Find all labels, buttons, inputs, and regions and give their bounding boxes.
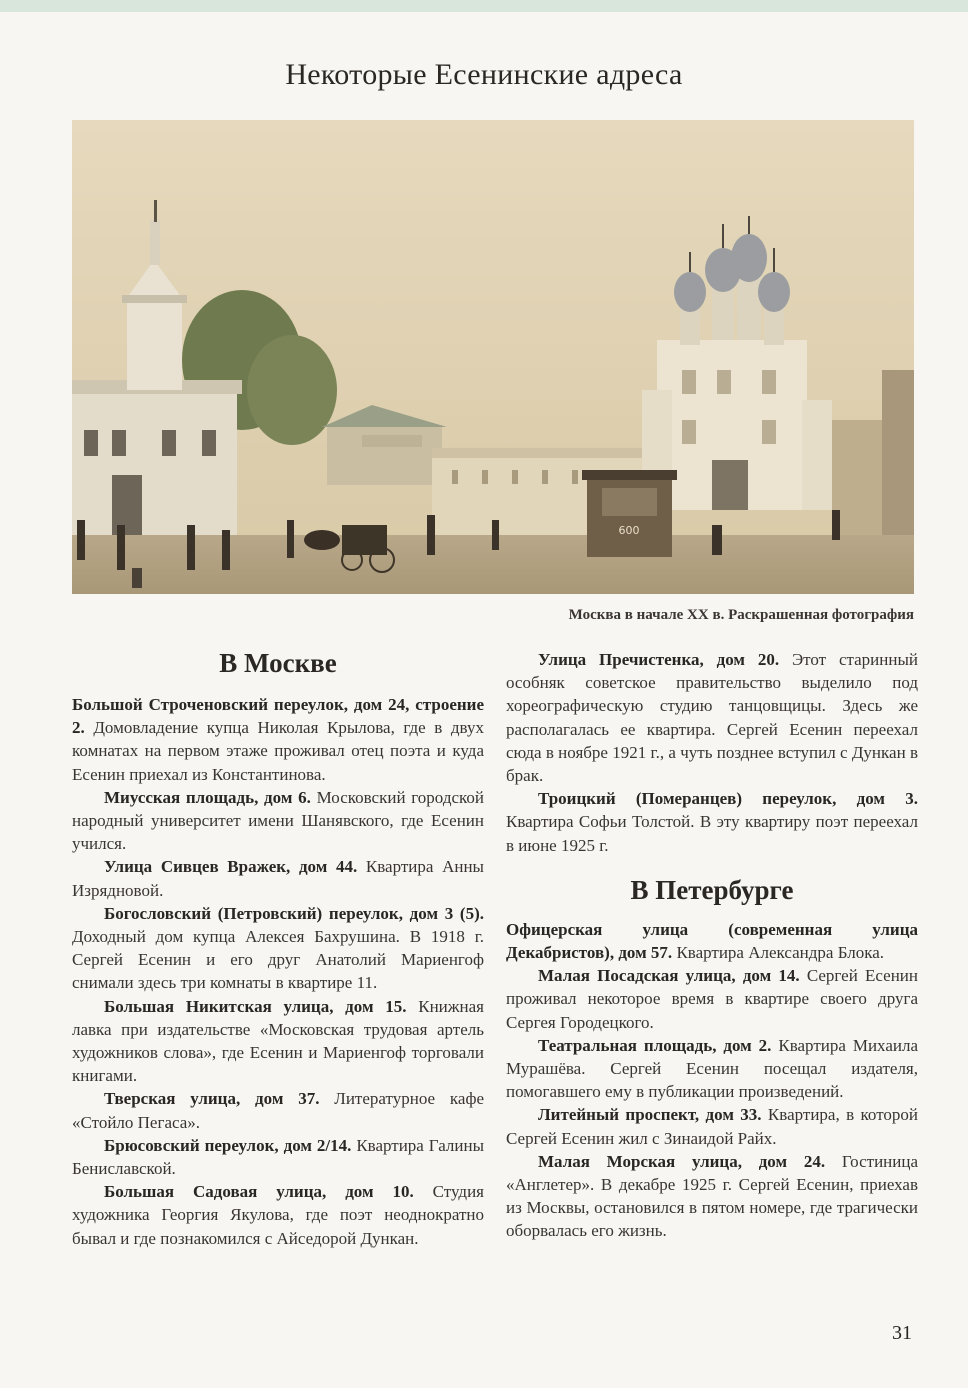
- address-entry: [506, 964, 918, 1034]
- address-name: Тверская улица, дом 37.: [104, 1089, 320, 1109]
- address-text: Московский городской народный университет имени Шанявского, где Есенин учился.: [72, 787, 485, 854]
- address-name: Литейный проспект, дом 33.: [538, 1105, 762, 1125]
- address-text: Доходный дом купца Алексея Бахрушина. В 1918 г. Сергей Есенин и его друг Анатолий Мариенгоф снимали здесь три комнаты в квартире 11.: [72, 927, 484, 993]
- address-name: Брюсовский переулок, дом 2/14.: [104, 1135, 352, 1155]
- address-text: Квартира, в которой Сергей Есенин жил с Зинаидой Райх.: [506, 1105, 918, 1148]
- address-entry: [72, 855, 484, 901]
- address-text: Литературное кафе «Стойло Пегаса».: [72, 1089, 484, 1132]
- address-text: Квартира Анны Изрядновой.: [72, 857, 484, 900]
- petersburg-heading: В Петербурге: [630, 874, 794, 905]
- address-entry: [72, 902, 484, 995]
- right-column: [506, 648, 918, 1243]
- page-number: 31: [892, 1322, 912, 1344]
- tram-number: 600: [618, 524, 640, 537]
- address-text: Этот старинный особняк советское правительство выделило под хореографическую студию танцовщицы. Здесь же располагалась ее квартира. Сергей Есенин переехал сюда в ноябре 1921 г., а чуть позднее вступил с Дункан в брак.: [506, 650, 918, 786]
- address-name: Малая Морская улица, дом 24.: [538, 1151, 826, 1171]
- address-entry: [506, 1034, 918, 1104]
- address-entry: [72, 1180, 484, 1250]
- address-text: Домовладение купца Николая Крылова, где в двух комнатах на первом этаже проживал отец поэта и куда Есенин приехал из Константинова.: [72, 718, 484, 784]
- address-name: Улица Сивцев Вражек, дом 44.: [104, 857, 358, 877]
- address-name: Малая Посадская улица, дом 14.: [538, 966, 800, 986]
- address-entry: [506, 648, 918, 787]
- address-text: Книжная лавка при издательстве «Московская трудовая артель художников слова», где Есенин и Мариенгоф торговали книгами.: [72, 996, 484, 1086]
- address-name: Троицкий (Померанцев) переулок, дом 3.: [538, 789, 918, 809]
- address-text: Сергей Есенин проживал некоторое время в квартире своего друга Сергея Городецкого.: [506, 966, 918, 1032]
- address-name: Офицерская улица (современная улица Декабристов), дом 57.: [506, 919, 918, 963]
- address-entry: [506, 787, 918, 857]
- address-text: Квартира Галины Бениславской.: [72, 1135, 484, 1179]
- page-title: Некоторые Есенинские адреса: [285, 58, 683, 91]
- address-text: Студия художника Георгия Якулова, где поэт неоднократно бывал и где познакомился с Айседорой Дункан.: [72, 1182, 484, 1248]
- address-name: Большой Строченовский переулок, дом 24, строение 2.: [72, 695, 484, 738]
- address-entry: [72, 1087, 484, 1133]
- address-entry: [72, 1134, 484, 1180]
- address-entry: [72, 786, 484, 856]
- address-entry: [72, 995, 484, 1088]
- address-name: Богословский (Петровский) переулок, дом 3 (5).: [104, 903, 484, 923]
- photo-caption: Москва в начале XX в. Раскрашенная фотография: [568, 607, 914, 623]
- address-entry: [506, 918, 918, 964]
- historic-photo: [72, 120, 914, 594]
- top-decorative-bar: [0, 0, 968, 12]
- address-name: Театральная площадь, дом 2.: [538, 1035, 772, 1055]
- address-text: Гостиница «Англетер». В декабре 1925 г. Сергей Есенин, приехав из Москвы, остановился в пятом номере, где трагически оборвалась его жизнь.: [506, 1151, 919, 1241]
- moscow-heading: В Москве: [219, 648, 337, 678]
- address-name: Миусская площадь, дом 6.: [104, 787, 311, 807]
- address-name: Большая Садовая улица, дом 10.: [104, 1182, 414, 1202]
- address-text: Квартира Александра Блока.: [672, 943, 885, 963]
- address-name: Улица Пречистенка, дом 20.: [538, 650, 780, 669]
- address-name: Большая Никитская улица, дом 15.: [104, 996, 407, 1016]
- left-column: [72, 648, 484, 1250]
- address-entry: [506, 1150, 918, 1243]
- address-text: Квартира Софьи Толстой. В эту квартиру поэт переехал в июне 1925 г.: [506, 812, 918, 855]
- address-entry: [72, 693, 484, 786]
- moscow-street-photo-icon: [72, 120, 914, 594]
- address-entry: [506, 1103, 918, 1149]
- address-text: Квартира Михаила Мурашёва. Сергей Есенин посещал издателя, помогавшего ему в публикации произведений.: [506, 1035, 918, 1102]
